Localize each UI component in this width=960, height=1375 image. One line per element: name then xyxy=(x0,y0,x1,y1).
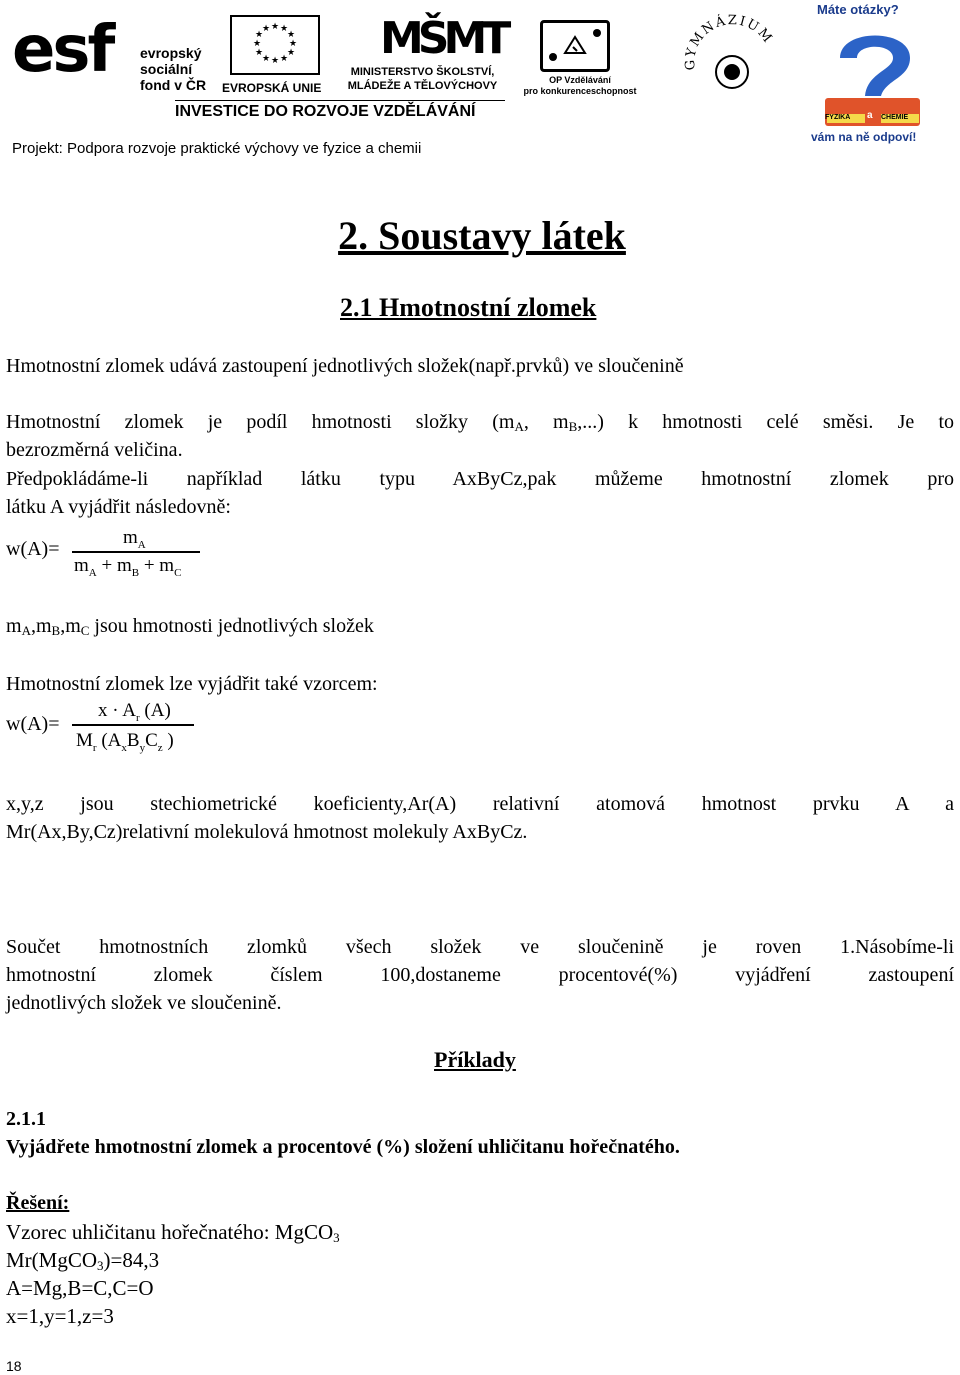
mate-otazky-logo xyxy=(805,0,935,150)
formula-mass-fraction-alt xyxy=(6,700,206,760)
solution-line-coefficients: x=1,y=1,z=3 xyxy=(6,1304,114,1328)
examples-heading: Příklady xyxy=(434,1047,516,1072)
example-number: 2.1.1 xyxy=(6,1108,46,1130)
msmt-logo xyxy=(330,15,515,105)
formula2-lhs: w(A)= xyxy=(6,713,60,735)
svg-text:GYMNÁZIUM xyxy=(683,13,776,71)
solution-line-elements: A=Mg,B=C,C=O xyxy=(6,1276,154,1300)
example-task: Vyjádřete hmotnostní zlomek a procentové (%) složení uhličitanu hořečnatého. xyxy=(6,1136,680,1158)
esf-logo-text: evropský sociální fond v ČR xyxy=(140,45,207,93)
paragraph-ratio: Hmotnostní zlomek je podíl hmotnosti složky ($m_A$, $m_B$,...) k hmotnosti celé směsi. Je to bezrozměrná veličina. xyxy=(6,411,954,461)
formula1-denominator: $m_A + m_B + m_C$ xyxy=(74,555,182,579)
mate-otazky-title: Máte otázky? xyxy=(817,2,899,17)
svg-text:★: ★ xyxy=(270,56,280,66)
solution-heading: Řešení: xyxy=(6,1192,70,1214)
svg-text:★: ★ xyxy=(254,30,264,40)
op-logo-text: OP Vzdělávání pro konkurenceschopnost xyxy=(523,75,637,96)
svg-text:★: ★ xyxy=(270,22,280,32)
paragraph-sum: Součet hmotnostních zlomků všech složek ve sloučenině je roven 1.Násobíme-li hmotnostní zlomek číslem 100,dostaneme procentové(%) vyjádření zastoupení jednotlivých složek ve sloučenině. xyxy=(6,936,954,1014)
svg-text:★: ★ xyxy=(252,39,262,49)
formula-mass-fraction xyxy=(6,525,216,587)
solution-line-molar-mass: Mr(MgCO$_3$)=84,3 xyxy=(6,1248,160,1273)
msmt-logo-text: MINISTERSTVO ŠKOLSTVÍ, MLÁDEŽE A TĚLOVÝCHOVY xyxy=(347,66,498,92)
eu-flag-icon xyxy=(230,15,320,75)
svg-text:★: ★ xyxy=(279,54,289,64)
paragraph-definition: Hmotnostní zlomek udává zastoupení jednotlivých složek(např.prvků) ve sloučenině xyxy=(6,355,684,377)
esf-logo-mark: esf xyxy=(12,13,113,87)
svg-text:★: ★ xyxy=(261,54,271,64)
svg-text:★: ★ xyxy=(279,24,289,34)
svg-text:★: ★ xyxy=(254,48,264,58)
paragraph-alt-formula: Hmotnostní zlomek lze vyjádřit také vzorcem: xyxy=(6,673,378,695)
mate-otazky-tagline: vám na ně odpoví! xyxy=(811,130,917,144)
paragraph-coefficients: x,y,z jsou stechiometrické koeficienty,Ar(A) relativní atomová hmotnost prvku A a Mr(Ax,By,Cz)relativní molekulová hmotnost molekuly AxByCz. xyxy=(6,793,954,843)
formula2-fraction-line xyxy=(72,724,194,726)
formula1-lhs: w(A)= xyxy=(6,538,60,560)
project-line: Projekt: Podpora rozvoje praktické výchovy ve fyzice a chemii xyxy=(12,140,422,157)
paragraph-assumption: Předpokládáme-li například látku typu AxByCz,pak můžeme hmotnostní zlomek pro látku A vyjádřit následovně: xyxy=(6,468,954,518)
svg-text:★: ★ xyxy=(261,24,271,34)
investice-banner: INVESTICE DO ROZVOJE VZDĚLÁVÁNÍ xyxy=(175,100,505,121)
msmt-logo-mark: MŠMT xyxy=(380,13,506,64)
op-logo-mark xyxy=(540,20,610,72)
gymnazium-label: GYMNÁZIUM xyxy=(683,13,776,71)
page-number: 18 xyxy=(6,1358,22,1374)
paragraph-masses: $m_A,m_B,m_C$ jsou hmotnosti jednotlivých složek xyxy=(6,615,374,638)
eu-logo xyxy=(222,15,327,100)
formula1-numerator: $m_A$ xyxy=(123,527,146,551)
mate-chemie-label: CHEMIE xyxy=(881,114,909,121)
solution-line-formula: Vzorec uhličitanu hořečnatého: MgCO$_3$ xyxy=(6,1220,340,1245)
mate-fyzika-label: FYZIKA xyxy=(825,114,851,121)
formula2-numerator: $x \cdot A_r$ (A) xyxy=(98,700,171,724)
section-title: 2.1 Hmotnostní zlomek xyxy=(340,293,597,322)
esf-logo xyxy=(12,15,217,95)
formula2-denominator: $M_r$ ($A_xB_yC_z$ ) xyxy=(76,730,174,754)
gymnazium-seal-icon xyxy=(680,10,785,115)
eu-label: EVROPSKÁ UNIE xyxy=(222,81,322,95)
mate-a-label: a xyxy=(867,110,873,121)
svg-text:★: ★ xyxy=(286,48,296,58)
svg-text:★: ★ xyxy=(288,39,298,49)
op-logo xyxy=(520,20,640,100)
svg-text:★: ★ xyxy=(286,30,296,40)
formula1-fraction-line xyxy=(72,551,200,553)
gymnazium-logo xyxy=(680,10,785,115)
page-title: 2. Soustavy látek xyxy=(338,213,626,258)
